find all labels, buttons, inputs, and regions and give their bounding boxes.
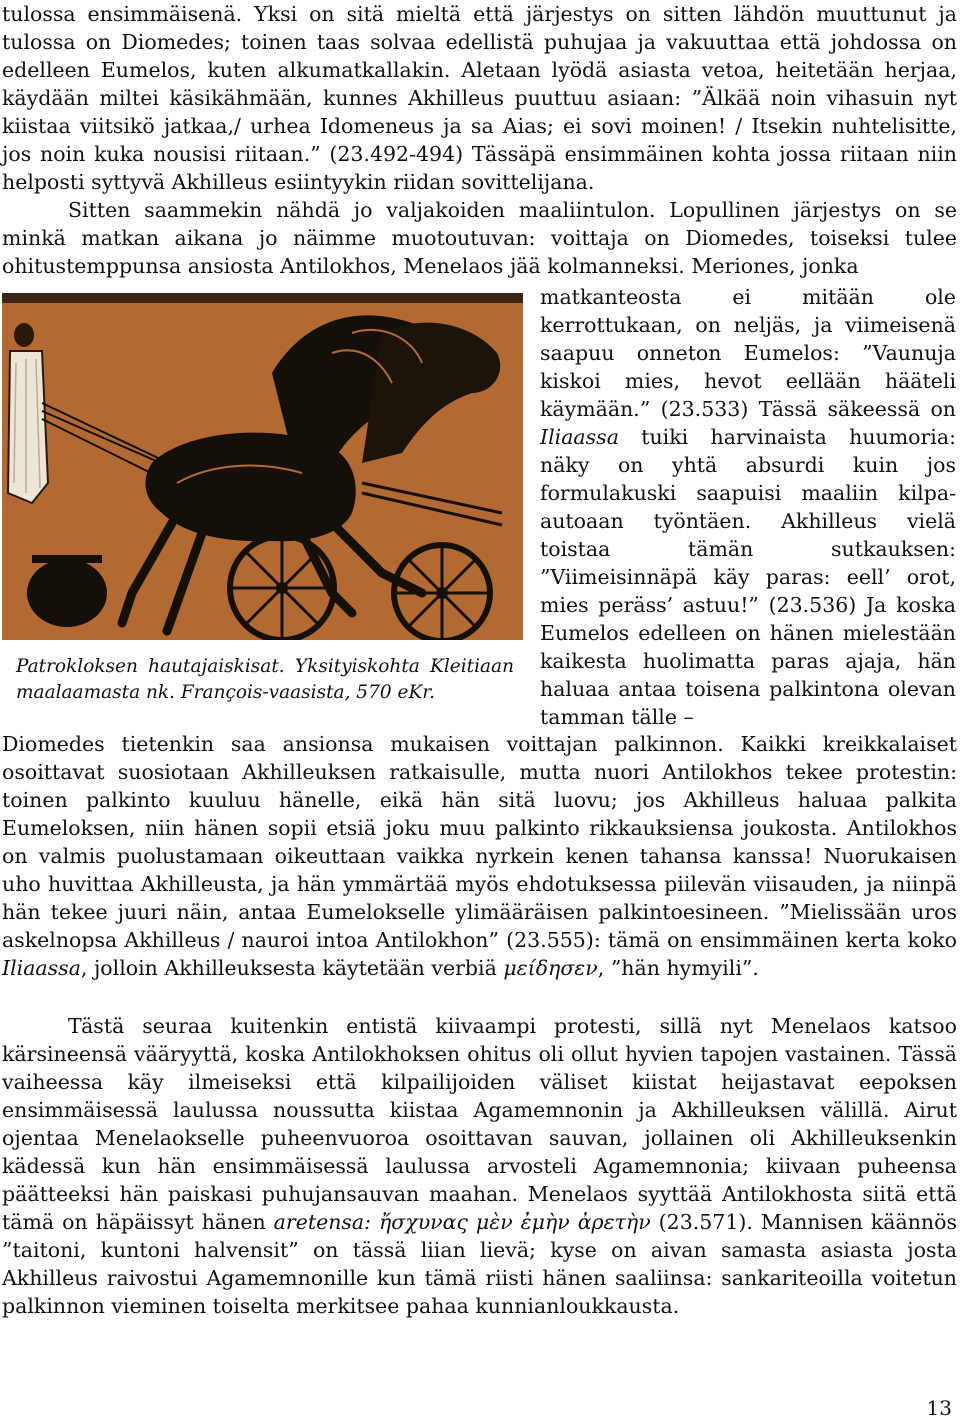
- paragraph-3-text-b: , jolloin Akhilleuksesta käytetään verbiä: [80, 956, 504, 980]
- side-column-text: [540, 283, 956, 731]
- paragraph-4-italic: aretensa:: [273, 1210, 372, 1234]
- figure-caption: Patrokloksen hautajaiskisat. Yksityiskohta Kleitiaan maalaamasta nk. François-vaasista, 570 eKr.: [16, 656, 514, 703]
- paragraph-1: [2, 0, 957, 196]
- paragraph-2: [2, 196, 957, 280]
- paragraph-1-text: tulossa ensimmäisenä. Yksi on sitä mieltä että järjestys on sitten lähdön muuttunut ja tulossa on Diomedes; toinen taas solvaa edellistä puhujaa ja vakuuttaa että johdossa on edelleen Eumelos, kuten alkumatkallakin. Aletaan lyödä asiasta vetoa, heitetään herjaa, käydään miltei käsikähmään, kunnes Akhilleus puuttuu asiaan: ”Älkää noin vihasuin nyt kiistaa viitsikö jatkaa,/ urhea Idomeneus ja sa Aias; ei sovi moinen! / Itsekin nuhtelisitte, jos noin kuka nousisi riitaan.” (23.492-494) Tässäpä ensimmäinen kohta jossa riitaan niin helposti syttyvä Akhilleus esiintyykin riidan sovittelijana.: [2, 2, 957, 194]
- paragraph-4: [2, 1012, 957, 1320]
- vase-painting-illustration: [2, 293, 523, 640]
- paragraph-2-text: Sitten saammekin nähdä jo valjakoiden maaliintulon. Lopullinen järjestys on se minkä matkan aikana jo näimme muotoutuvan: voittaja on Diomedes, toiseksi tulee ohitustemppunsa ansiosta Antilokhos, Menelaos jää kolmanneksi. Meriones, jonka: [2, 198, 957, 278]
- side-text-part-b: tuiki harvinaista huumoria: näky on yhtä absurdi kuin jos formulakuski saapuisi maaliin kilpa-autoaan työntäen. Akhilleus vielä toistaa tämän sutkauksen: ”Viimeisinnäpä käy paras: eell’ orot, mies peräss’ astuu!” (23.536) Ja koska Eumelos edelleen on hänen mielestään kaikesta huolimatta paras ajaja, hän haluaa antaa toisena palkintona olevan tamman tälle –: [540, 425, 956, 729]
- side-text-part-a: matkanteosta ei mitään ole kerrottukaan, on neljäs, ja viimeisenä saapuu onneton Eumelos: ”Vaunuja kiskoi mies, hevot eellään hääteli käymään.” (23.533) Tässä säkeessä on: [540, 285, 956, 421]
- paragraph-4-greek: ἤσχυνας μὲν ἐμὴν ἀρετὴν: [379, 1210, 651, 1234]
- paragraph-3: [2, 730, 957, 982]
- paragraph-3-italic: Iliaassa: [2, 956, 81, 980]
- paragraph-3-text-a: Diomedes tietenkin saa ansionsa mukaisen voittajan palkinnon. Kaikki kreikkalaiset osoittavat suosiotaan Akhilleuksen ratkaisulle, mutta nuori Antilokhos tekee protestin: toinen palkinto kuuluu hänelle, eikä hän sitä luovu; jos Akhilleus haluaa palkita Eumeloksen, niin hänen sopii etsiä joku muu palkinto rikkauksiensa joukosta. Antilokhos on valmis puolustamaan oikeuttaan vaikka nyrkein kenen tahansa kanssa! Nuorukaisen uho huvittaa Akhilleusta, ja hän ymmärtää myös ehdotuksessa piilevän viisauden, ja niinpä hän tekee juuri näin, antaa Eumelokselle ylimääräisen palkintoesineen. ”Mielissään uros askelnopsa Akhilleus / nauroi intoa Antilokhon” (23.555): tämä on ensimmäinen kerta koko: [2, 732, 957, 952]
- paragraph-4-text-b: (23.571). Mannisen käännös ”taitoni, kuntoni halvensit” on tässä liian lievä; kyse on aivan samasta asiasta josta Akhilleus raivostui Agamemnonille kun tämä riisti hänen saaliinsa: sankariteoilla voitetun palkinnon vieminen toiselta merkitsee pahaa kunnianloukkausta.: [2, 1210, 957, 1318]
- paragraph-3-greek: μείδησεν: [503, 956, 598, 980]
- page-number: 13: [926, 1396, 952, 1420]
- side-text-italic: Iliaassa: [540, 425, 619, 449]
- paragraph-3-text-c: , ”hän hymyili”.: [597, 956, 759, 980]
- paragraph-4-text-a: Tästä seuraa kuitenkin entistä kiivaampi protesti, sillä nyt Menelaos katsoo kärsineensä vääryyttä, koska Antilokhoksen ohitus oli ollut hyvien tapojen vastainen. Tässä vaiheessa käy ilmeiseksi että kilpailijoiden väliset kiistat heijastavat eepoksen ensimmäisessä laulussa noussutta kiistaa Agamemnonin ja Akhilleuksen välillä. Airut ojentaa Menelaokselle puheenvuoroa osoittavan sauvan, jollainen oli Akhilleuksenkin kädessä kun hän ensimmäisessä laulussa arvosteli Agamemnonia; kiivaan puheensa päätteeksi hän paiskasi puhujansauvan maahan. Menelaos syyttää Antilokhosta siitä että tämä on häpäissyt hänen: [2, 1014, 957, 1234]
- vase-painting-image: [2, 293, 523, 640]
